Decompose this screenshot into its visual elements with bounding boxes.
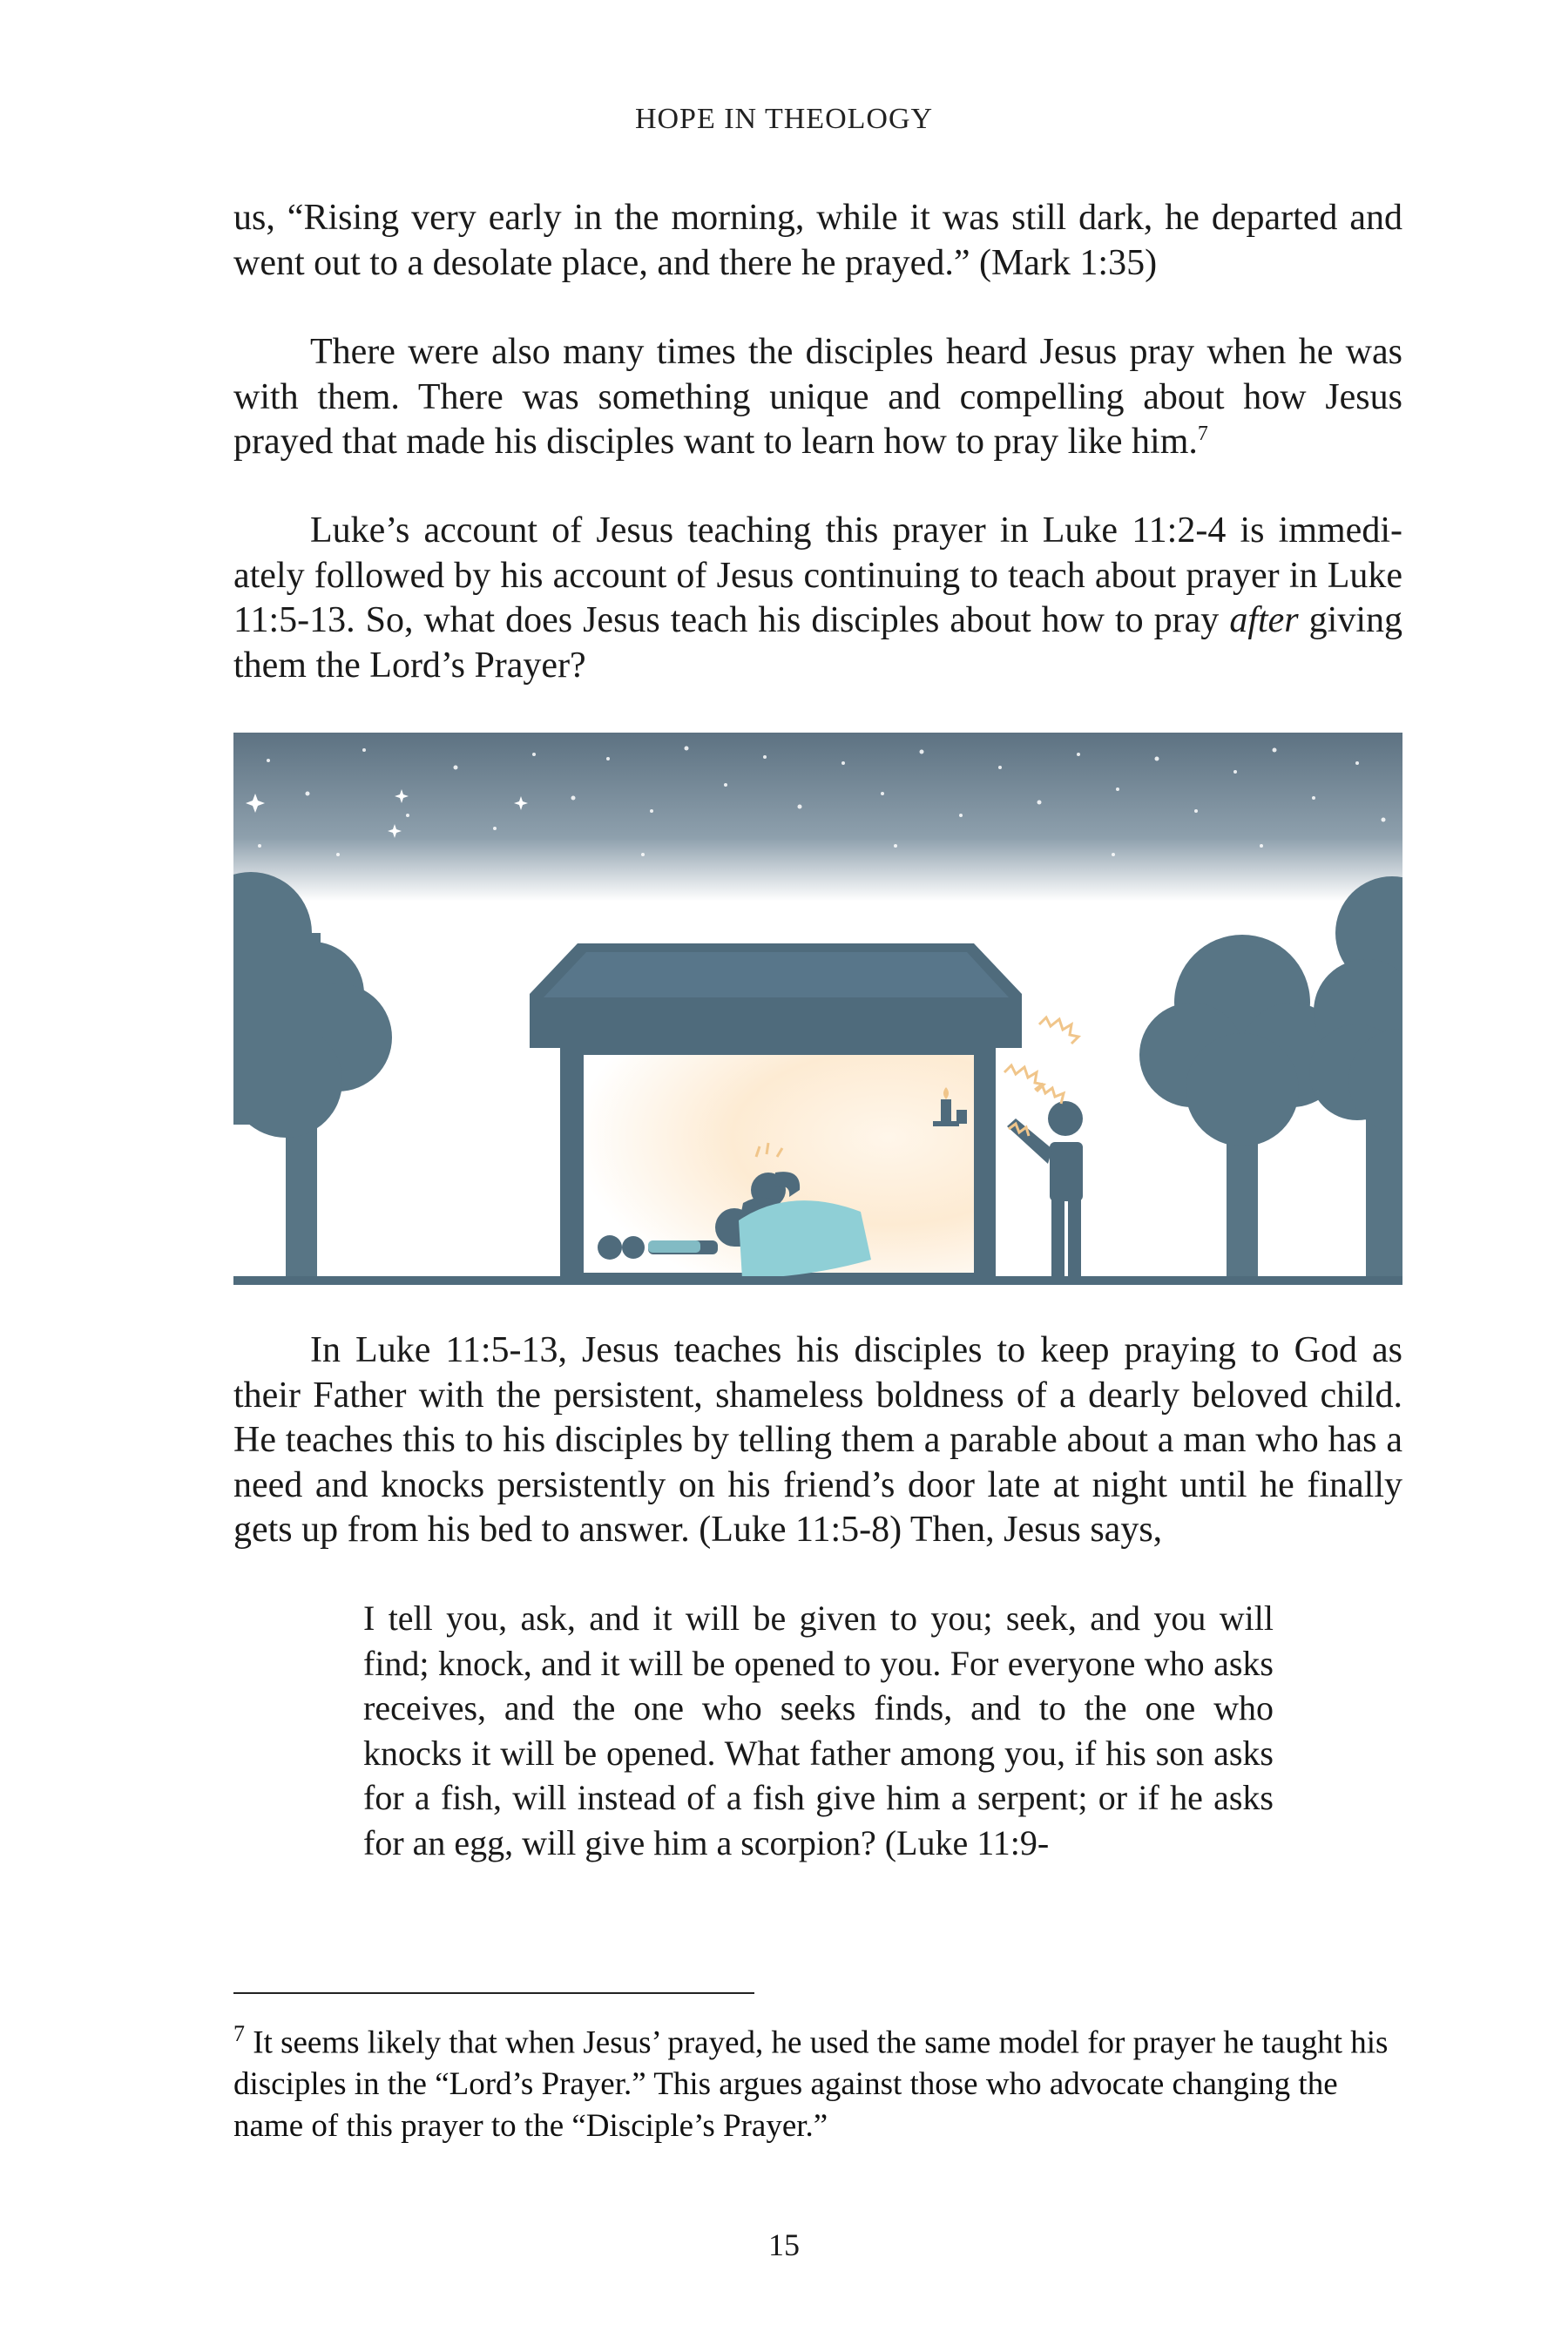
page-number: 15 bbox=[768, 2227, 800, 2262]
footnote-text: It seems likely that when Jesus’ prayed, he used the same model for prayer he taught his disciples in the “Lord’s Prayer.” This argues against those who advocate changing the name of this prayer to the “Disciple’s Prayer.” bbox=[233, 2024, 1389, 2145]
sleeping-child-blanket bbox=[648, 1240, 700, 1253]
night-sky bbox=[233, 733, 1402, 924]
footnote bbox=[233, 2013, 1402, 2147]
paragraph-disciples-heard-text: There were also many times the disciples heard Jesus pray when he was with them. There was something unique and compelling about how Jesus prayed that made his disciples want to learn how to pray like him. bbox=[233, 332, 1402, 462]
paragraph-lukes-account-text: Luke’s account of Jesus teaching this prayer in Luke 11:2-4 is immediately followed by his account of Jesus continuing to teach about prayer in Luke 11:5-13. So, what does Jesus teach his disciples about how to pray bbox=[233, 510, 1402, 640]
paragraph-luke-parable: In Luke 11:5-13, Jesus teaches his disciples to keep praying to God as their Father with the persistent, shameless boldness of a dearly beloved child. He teaches this to his disciples by telling them a parable about a man who has a need and knocks persistently on his friend’s door late at night until he finally gets up from his bed to answer. (Luke 11:5-8) Then, Jesus says, bbox=[233, 1330, 1402, 1550]
paragraph-mark-quote: us, “Rising very early in the morning, while it was still dark, he departed and went out to a desolate place, and there he prayed.” (Mark 1:35) bbox=[233, 198, 1402, 283]
running-header: HOPE IN THEOLOGY bbox=[634, 103, 934, 135]
block-quote-ask-seek-knock: I tell you, ask, and it will be given to you; seek, and you will find; knock, and it will be opened to you. For everyone who asks receives, and the one who seeks finds, and to the one who knocks it will be opened. What father among you, if his son asks for a fish, will instead of a fish give him a serpent; or if he asks for an egg, will give him a scorpion? (Luke 11:9- bbox=[363, 1598, 1274, 1862]
paragraph-disciples-heard bbox=[233, 330, 1402, 465]
footnote-divider bbox=[233, 1992, 754, 1994]
footnote-reference: 7 bbox=[1197, 422, 1208, 445]
footnote-number: 7 bbox=[233, 2021, 245, 2046]
emphasis-after: after bbox=[1229, 600, 1299, 640]
roof-highlight bbox=[544, 952, 1009, 997]
paragraph-lukes-account bbox=[233, 509, 1402, 688]
night-knocking-illustration bbox=[233, 733, 1402, 1285]
paragraph-lukes-account-end: giving them the Lord’s Prayer? bbox=[233, 600, 1402, 686]
ground-line bbox=[233, 1276, 1402, 1285]
